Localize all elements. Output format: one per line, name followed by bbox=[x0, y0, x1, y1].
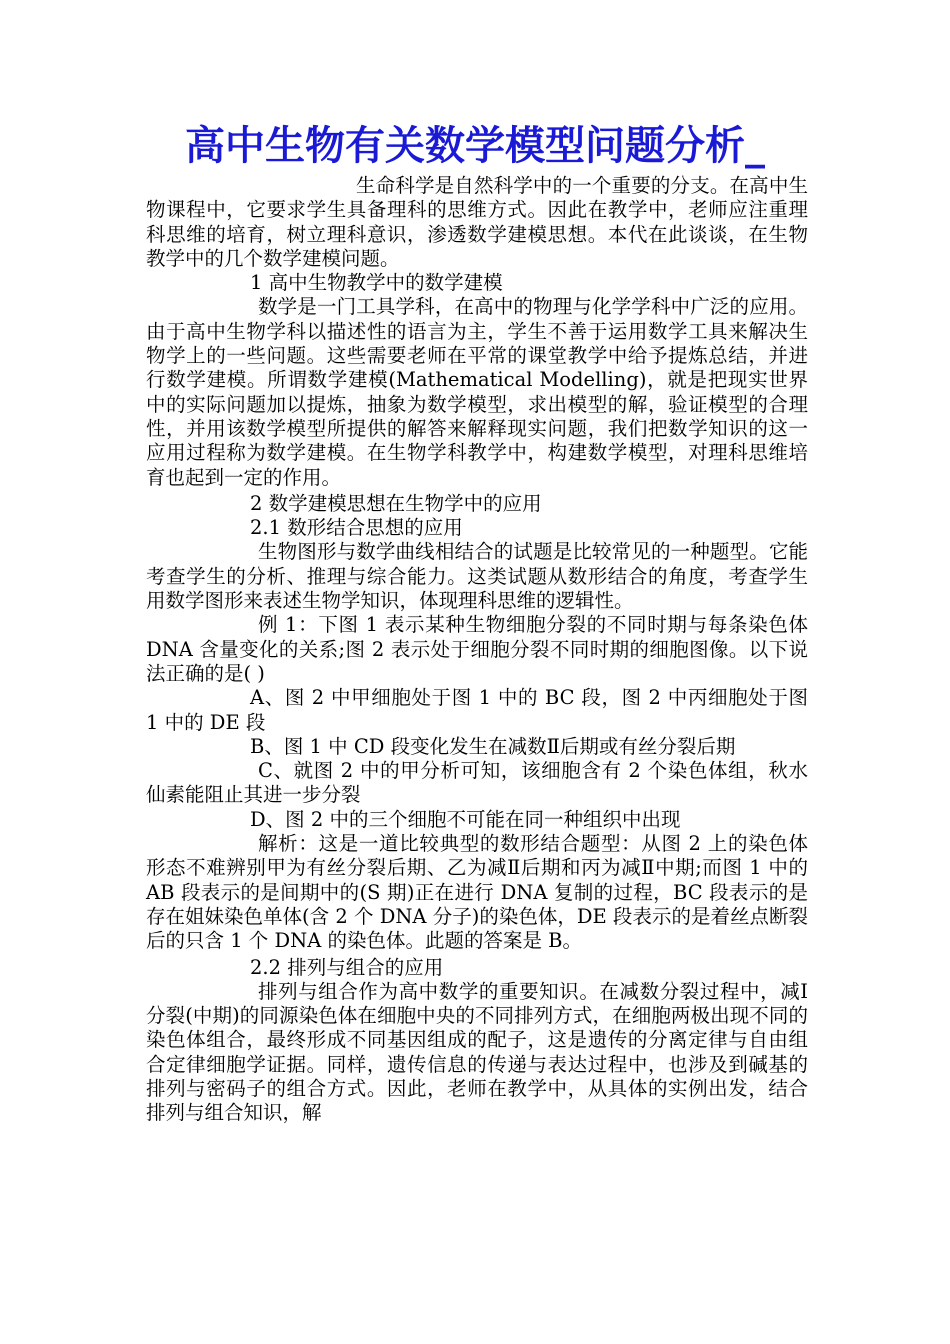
paragraph-math-tool: 数学是一门工具学科，在高中的物理与化学学科中广泛的应用。由于高中生物学科以描述性的语言为主，学生不善于运用数学工具来解决生物学上的一些问题。这些需要老师在平常的课堂教学中给予提炼总结，并进行数学建模。所谓数学建模(Mathematical Modelling)，就是把现实世界中的实际问题加以提炼，抽象为数学模型，求出模型的解，验证模型的合理性，并用该数学模型所提供的解答来解释现实问题，我们把数学知识的这一应用过程称为数学建模。在生物学科教学中，构建数学模型，对理科思维培育也起到一定的作用。 bbox=[146, 295, 808, 489]
document-title: 高中生物有关数学模型问题分析_ bbox=[185, 122, 765, 169]
subsection-heading-2-1: 2.1 数形结合思想的应用 bbox=[250, 516, 463, 540]
paragraph-shape-number: 生物图形与数学曲线相结合的试题是比较常见的一种题型。它能考查学生的分析、推理与综合能力。这类试题从数形结合的角度，考查学生用数学图形来表述生物学知识，体现理科思维的逻辑性。 bbox=[146, 540, 808, 613]
option-c: C、就图 2 中的甲分析可知，该细胞含有 2 个染色体组，秋水仙素能阻止其进一步分裂 bbox=[146, 759, 808, 807]
option-a: A、图 2 中甲细胞处于图 1 中的 BC 段，图 2 中丙细胞处于图 1 中的 DE 段 bbox=[146, 686, 808, 734]
paragraph-permutation: 排列与组合作为高中数学的重要知识。在减数分裂过程中，减Ⅰ分裂(中期)的同源染色体在细胞中央的不同排列方式，在细胞两极出现不同的染色体组合，最终形成不同基因组成的配子，这是遗传的分离定律与自由组合定律细胞学证据。同样，遗传信息的传递与表达过程中，也涉及到碱基的排列与密码子的组合方式。因此，老师在教学中，从具体的实例出发，结合排列与组合知识，解 bbox=[146, 979, 808, 1125]
document-body bbox=[146, 174, 808, 1126]
analysis-paragraph: 解析：这是一道比较典型的数形结合题型：从图 2 上的染色体形态不难辨别甲为有丝分裂后期、乙为减Ⅱ后期和丙为减Ⅱ中期;而图 1 中的 AB 段表示的是间期中的(S 期)正在进行 DNA 复制的过程，BC 段表示的是存在姐妹染色单体(含 2 个 DNA 分子)的染色体，DE 段表示的是着丝点断裂后的只含 1 个 DNA 的染色体。此题的答案是 B。 bbox=[146, 832, 808, 953]
example-1-paragraph: 例 1：下图 1 表示某种生物细胞分裂的不同时期与每条染色体 DNA 含量变化的关系;图 2 表示处于细胞分裂不同时期的细胞图像。以下说法正确的是( ) bbox=[146, 613, 808, 685]
subsection-heading-2-2: 2.2 排列与组合的应用 bbox=[250, 955, 444, 979]
intro-paragraph: 生命科学是自然科学中的一个重要的分支。在高中生物课程中，它要求学生具备理科的思维方式。因此在教学中，老师应注重理科思维的培育，树立理科意识，渗透数学建模思想。本代在此谈谈，在生物教学中的几个数学建模问题。 bbox=[146, 174, 808, 270]
section-heading-2: 2 数学建模思想在生物学中的应用 bbox=[250, 491, 542, 515]
option-b: B、图 1 中 CD 段变化发生在减数Ⅱ后期或有丝分裂后期 bbox=[250, 734, 736, 758]
section-heading-1: 1 高中生物教学中的数学建模 bbox=[250, 271, 503, 295]
option-d: D、图 2 中的三个细胞不可能在同一种组织中出现 bbox=[250, 807, 681, 831]
